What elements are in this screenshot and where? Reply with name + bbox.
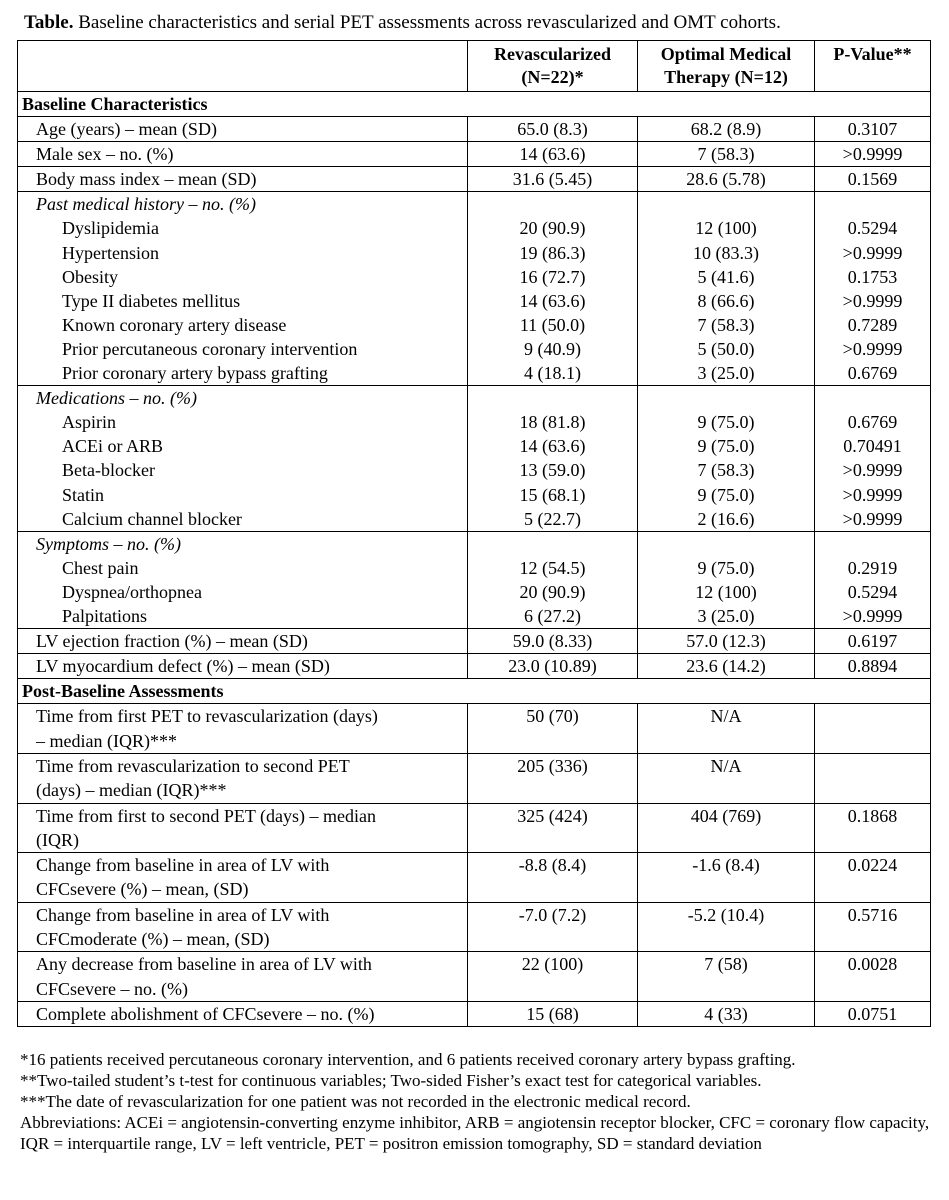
row-label [18,1001,468,1026]
blank-line [468,532,637,556]
cell-omt: 3 (25.0) [697,605,755,626]
group-revascularized-values [468,192,638,386]
cell-pvalue: 0.1868 [815,803,931,853]
table-row [18,142,931,167]
cell-pvalue: 0.0028 [815,952,931,1002]
cell-revascularized: 325 (424) [468,803,638,853]
header-empty-cell [18,41,468,92]
row-label: Aspirin [62,412,116,433]
table-row [18,654,931,679]
table-row [18,629,931,654]
cell-omt: 4 (33) [638,1001,815,1026]
row-label: Body mass index – mean (SD) [18,167,468,192]
cell-pvalue: 0.7289 [847,314,898,335]
footnote: **Two-tailed student’s t-test for continuous variables; Two-sided Fisher’s exact test for categorical variables. [20,1071,762,1090]
row-label: Age (years) – mean (SD) [18,117,468,142]
group-omt-values [638,386,815,532]
caption-label: Table. [24,12,74,33]
table-row [18,167,931,192]
cell-pvalue: 0.5716 [815,902,931,952]
cell-revascularized: 65.0 (8.3) [468,117,638,142]
group-labels [18,192,468,386]
cell-pvalue: >0.9999 [815,142,931,167]
group-row [18,192,931,386]
row-label [18,952,468,1002]
baseline-table [17,40,931,1027]
cell-revascularized: -8.8 (8.4) [468,853,638,903]
cell-pvalue: 0.1569 [815,167,931,192]
cell-revascularized: 14 (63.6) [519,290,586,311]
table-row [18,704,931,754]
group-revascularized-values [468,386,638,532]
table-row [18,1001,931,1026]
cell-omt: 10 (83.3) [693,242,759,263]
blank-line [468,192,637,216]
row-label: LV ejection fraction (%) – mean (SD) [18,629,468,654]
caption-text: Baseline characteristics and serial PET assessments across revascularized and OMT cohorts. [73,12,781,33]
cell-revascularized: 18 (81.8) [519,412,586,433]
cell-revascularized: 12 (54.5) [519,557,586,578]
row-label-line2: (IQR) [36,829,79,850]
row-label-line1: Any decrease from baseline in area of LV with [36,954,372,975]
cell-revascularized: 205 (336) [468,753,638,803]
group-title: Medications – no. (%) [36,388,197,409]
header-omt [638,41,815,92]
row-label [18,704,468,754]
cell-revascularized: 22 (100) [468,952,638,1002]
header-rev-line2: (N=22)* [521,67,584,87]
row-label: Prior percutaneous coronary intervention [62,338,358,359]
blank-line [638,386,814,410]
cell-pvalue: 0.5294 [847,218,898,239]
row-label [18,803,468,853]
group-title: Past medical history – no. (%) [36,194,256,215]
cell-revascularized: 15 (68.1) [519,484,586,505]
cell-omt: 8 (66.6) [697,290,755,311]
header-row [18,41,931,92]
cell-revascularized: 16 (72.7) [519,266,586,287]
cell-revascularized: 5 (22.7) [524,508,581,529]
header-revascularized [468,41,638,92]
row-label: Prior coronary artery bypass grafting [62,363,328,384]
row-label [18,753,468,803]
row-label [18,902,468,952]
cell-revascularized: 11 (50.0) [519,314,586,335]
row-label: Statin [62,484,105,505]
cell-omt: -5.2 (10.4) [638,902,815,952]
cell-pvalue [815,704,931,754]
header-pvalue: P-Value** [815,41,931,92]
row-label-line1: Complete abolishment of CFCsevere – no. (%) [36,1003,375,1024]
cell-omt: 68.2 (8.9) [638,117,815,142]
cell-pvalue: 0.0751 [815,1001,931,1026]
row-label-line1: Change from baseline in area of LV with [36,855,330,876]
row-label-line1: Time from first PET to revascularization (days) [36,706,378,727]
blank-line [815,192,930,216]
cell-pvalue: >0.9999 [842,338,903,359]
row-label-line1: Time from first to second PET (days) – median [36,805,376,826]
cell-pvalue: >0.9999 [842,605,903,626]
cell-revascularized: 14 (63.6) [519,436,586,457]
cell-omt: N/A [638,753,815,803]
cell-omt: 2 (16.6) [697,508,755,529]
cell-omt: 23.6 (14.2) [638,654,815,679]
row-label: Dyspnea/orthopnea [62,581,202,602]
cell-omt: 9 (75.0) [697,484,755,505]
row-label: Type II diabetes mellitus [62,290,241,311]
row-label: Known coronary artery disease [62,314,287,335]
cell-omt: 9 (75.0) [697,412,755,433]
group-row [18,531,931,628]
cell-pvalue [815,753,931,803]
footnotes [20,1049,935,1154]
cell-pvalue: 0.6769 [847,363,898,384]
cell-pvalue: 0.0224 [815,853,931,903]
blank-line [638,532,814,556]
footnote: ***The date of revascularization for one patient was not recorded in the electronic medical record. [20,1092,691,1111]
cell-pvalue: >0.9999 [842,460,903,481]
cell-pvalue: 0.6197 [815,629,931,654]
row-label: Hypertension [62,242,159,263]
cell-revascularized: 20 (90.9) [519,218,586,239]
section-title-post: Post-Baseline Assessments [18,679,931,704]
row-label-line2: CFCsevere (%) – mean, (SD) [36,879,249,900]
cell-revascularized: 13 (59.0) [519,460,586,481]
table-row [18,902,931,952]
cell-pvalue: 0.5294 [847,581,898,602]
cell-revascularized: -7.0 (7.2) [468,902,638,952]
cell-pvalue: 0.70491 [843,436,902,457]
footnote: *16 patients received percutaneous coronary intervention, and 6 patients received coronary artery bypass grafting. [20,1050,796,1069]
group-pvalues [815,531,931,628]
cell-omt: 404 (769) [638,803,815,853]
blank-line [468,386,637,410]
cell-omt: 57.0 (12.3) [638,629,815,654]
footnote: Abbreviations: ACEi = angiotensin-converting enzyme inhibitor, ARB = angiotensin receptor blocker, CFC = coronary flow capacity, IQR = interquartile range, LV = left ventricle, PET = positron emission tomography, SD = standard deviation [20,1113,930,1153]
section-row-post [18,679,931,704]
section-title-baseline: Baseline Characteristics [18,92,931,117]
table-row [18,753,931,803]
row-label: Male sex – no. (%) [18,142,468,167]
row-label-line2: – median (IQR)*** [36,730,177,751]
row-label: Dyslipidemia [62,218,159,239]
group-pvalues [815,386,931,532]
row-label-line2: CFCmoderate (%) – mean, (SD) [36,929,270,950]
cell-revascularized: 15 (68) [468,1001,638,1026]
cell-revascularized: 23.0 (10.89) [468,654,638,679]
row-label: ACEi or ARB [62,436,164,457]
cell-omt: 5 (41.6) [697,266,755,287]
cell-pvalue: >0.9999 [842,242,903,263]
table-row [18,853,931,903]
cell-pvalue: 0.8894 [815,654,931,679]
header-omt-line2: Therapy (N=12) [664,67,788,87]
table-row [18,803,931,853]
cell-omt: 5 (50.0) [697,338,755,359]
blank-line [638,192,814,216]
cell-revascularized: 59.0 (8.33) [468,629,638,654]
cell-revascularized: 31.6 (5.45) [468,167,638,192]
cell-omt: 9 (75.0) [697,436,755,457]
cell-omt: 28.6 (5.78) [638,167,815,192]
cell-revascularized: 19 (86.3) [519,242,586,263]
cell-pvalue: 0.6769 [847,412,898,433]
row-label-line1: Change from baseline in area of LV with [36,904,330,925]
row-label: Obesity [62,266,118,287]
cell-pvalue: 0.3107 [815,117,931,142]
row-label-line2: (days) – median (IQR)*** [36,780,227,801]
row-label: Chest pain [62,557,139,578]
row-label-line2: CFCsevere – no. (%) [36,978,188,999]
table-row [18,952,931,1002]
cell-revascularized: 9 (40.9) [524,338,581,359]
row-label: LV myocardium defect (%) – mean (SD) [18,654,468,679]
cell-revascularized: 6 (27.2) [524,605,581,626]
header-rev-line1: Revascularized [494,44,611,64]
row-label: Calcium channel blocker [62,508,242,529]
row-label [18,853,468,903]
cell-omt: -1.6 (8.4) [638,853,815,903]
cell-omt: 9 (75.0) [697,557,755,578]
cell-omt: 7 (58.3) [697,460,755,481]
table-row [18,117,931,142]
cell-revascularized: 20 (90.9) [519,581,586,602]
cell-omt: N/A [638,704,815,754]
cell-pvalue: >0.9999 [842,484,903,505]
group-labels [18,531,468,628]
cell-omt: 7 (58.3) [697,314,755,335]
cell-revascularized: 4 (18.1) [524,363,581,384]
cell-omt: 3 (25.0) [697,363,755,384]
group-row [18,386,931,532]
cell-revascularized: 14 (63.6) [468,142,638,167]
group-revascularized-values [468,531,638,628]
row-label: Beta-blocker [62,460,155,481]
cell-omt: 7 (58) [638,952,815,1002]
cell-pvalue: 0.1753 [847,266,898,287]
cell-omt: 12 (100) [695,218,757,239]
row-label: Palpitations [62,605,147,626]
group-omt-values [638,192,815,386]
group-omt-values [638,531,815,628]
blank-line [815,386,930,410]
table-caption [24,12,924,34]
cell-pvalue: >0.9999 [842,508,903,529]
cell-pvalue: 0.2919 [847,557,898,578]
cell-revascularized: 50 (70) [468,704,638,754]
header-omt-line1: Optimal Medical [660,44,792,64]
group-labels [18,386,468,532]
group-title: Symptoms – no. (%) [36,533,181,554]
cell-pvalue: >0.9999 [842,290,903,311]
section-row-baseline [18,92,931,117]
row-label-line1: Time from revascularization to second PET [36,755,350,776]
cell-omt: 7 (58.3) [638,142,815,167]
blank-line [815,532,930,556]
group-pvalues [815,192,931,386]
cell-omt: 12 (100) [695,581,757,602]
table-body [18,92,931,1027]
